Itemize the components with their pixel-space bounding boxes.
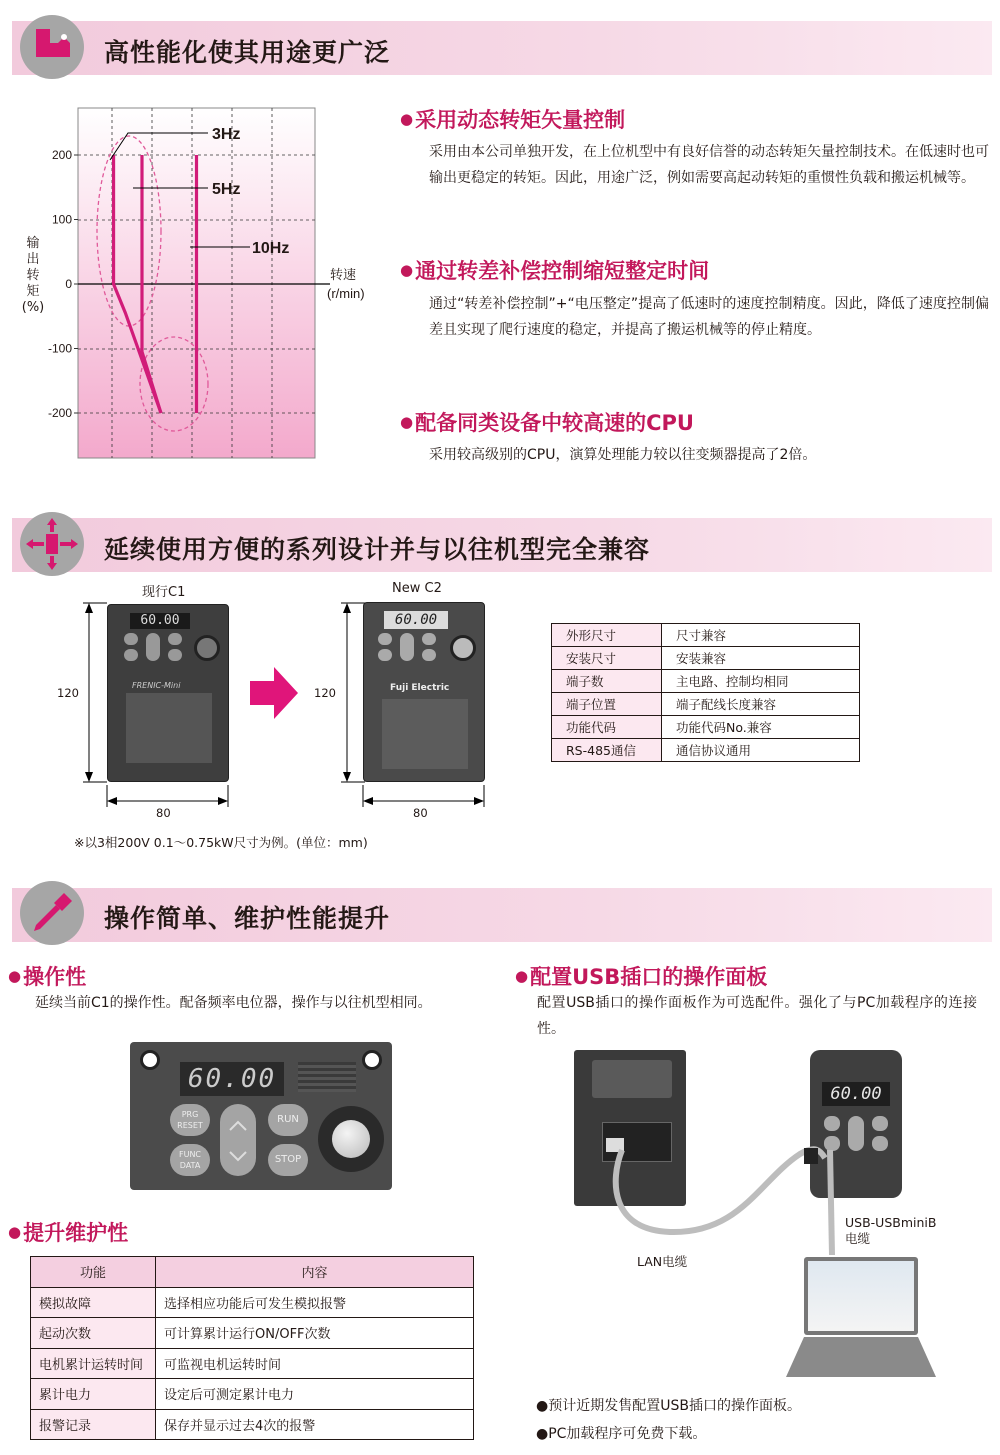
warning-label xyxy=(126,693,212,763)
table-cell-value: 通信协议通用 xyxy=(662,739,860,762)
curve-label-10hz: 10Hz xyxy=(252,240,290,257)
torque-speed-chart xyxy=(40,105,440,465)
bullet-icon: ● xyxy=(400,261,414,279)
maintenance-title: ●提升维护性 xyxy=(8,1221,129,1245)
y-tick-label: 100 xyxy=(51,212,72,227)
prg-reset-button xyxy=(170,1104,210,1136)
panel-hole-left xyxy=(140,1050,160,1070)
y-label-char: (%) xyxy=(21,300,45,315)
usb-panel-text: 配置USB插口的操作面板作为可选配件。强化了与PC加载程序的连接性。 xyxy=(537,995,977,1037)
y-tick-label: -200 xyxy=(47,406,72,420)
table-row xyxy=(552,693,860,716)
height-value-right: 120 xyxy=(314,686,336,700)
table-cell-key: 电机累计运转时间 xyxy=(31,1348,156,1379)
key-button xyxy=(168,649,182,661)
table-cell-key: 安装尺寸 xyxy=(552,647,662,670)
feature-title-slip-compensation: ●通过转差补偿控制缩短整定时间 xyxy=(400,259,710,283)
table-row xyxy=(552,624,860,647)
table-header-cell: 内容 xyxy=(156,1257,474,1288)
usb-panel-display: 60.00 xyxy=(822,1082,890,1106)
y-label-char: 输 xyxy=(26,236,40,251)
device-keypad xyxy=(124,633,190,665)
key-button xyxy=(422,649,436,661)
table-row xyxy=(552,647,860,670)
key-label: FUNC xyxy=(178,1150,202,1159)
table-row xyxy=(31,1379,474,1410)
func-data-button xyxy=(170,1144,210,1176)
table-row xyxy=(552,670,860,693)
section1-title: 高性能化使其用途更广泛 xyxy=(104,38,391,67)
potentiometer-knob xyxy=(450,635,476,661)
panel-vent xyxy=(298,1062,356,1092)
panel-display: 60.00 xyxy=(180,1062,284,1096)
usb-panel-title: ●配置USB插口的操作面板 xyxy=(515,965,768,989)
device-brand: Fuji Electric xyxy=(390,683,450,693)
table-row xyxy=(31,1348,474,1379)
key-button xyxy=(378,649,392,661)
keypad-area xyxy=(592,1060,672,1098)
stop-button: STOP xyxy=(268,1144,308,1176)
key-button xyxy=(378,633,392,645)
table-cell-value: 选择相应功能后可发生模拟报警 xyxy=(156,1287,474,1318)
table-cell-key: RS-485通信 xyxy=(552,739,662,762)
table-cell-key: 外形尺寸 xyxy=(552,624,662,647)
curve-label-5hz: 5Hz xyxy=(212,181,241,198)
table-row xyxy=(552,716,860,739)
laptop-screen xyxy=(804,1257,918,1335)
y-ticks xyxy=(48,148,78,420)
device-display: 60.00 xyxy=(130,613,190,629)
bullet-icon: ● xyxy=(515,967,529,985)
feature-text-torque-vector: 采用由本公司单独开发，在上位机型中有良好信誉的动态转矩矢量控制技术。在低速时也可输出更稳定的转矩。因此，用途广泛，例如需要高起动转矩的重惯性负载和搬运机械等。 xyxy=(429,144,989,186)
key-button xyxy=(124,649,138,661)
maintenance-table xyxy=(30,1256,474,1440)
table-cell-key: 起动次数 xyxy=(31,1318,156,1349)
usb-cable-label xyxy=(845,1215,936,1247)
key-label: PRG xyxy=(181,1110,199,1119)
knob-cap xyxy=(332,1120,370,1158)
table-row xyxy=(31,1318,474,1349)
laptop-icon xyxy=(786,1253,936,1383)
y-tick-label: 0 xyxy=(65,277,72,291)
potentiometer-knob xyxy=(194,635,220,661)
torque-icon xyxy=(20,15,84,79)
key-label: RESET xyxy=(177,1121,203,1130)
dimension-footnote: ※以3相200V 0.1～0.75kW尺寸为例。(单位：mm) xyxy=(74,835,368,850)
up-arrow-icon xyxy=(220,1104,256,1176)
curve-label-3hz: 3Hz xyxy=(212,126,241,143)
table-cell-value: 保存并显示过去4次的报警 xyxy=(156,1409,474,1440)
y-label-char: 出 xyxy=(26,252,40,267)
warning-label xyxy=(382,699,468,769)
height-value-left: 120 xyxy=(57,686,79,700)
table-row xyxy=(31,1287,474,1318)
compatibility-arrows-icon xyxy=(20,512,84,576)
lan-cable-label: LAN电缆 xyxy=(637,1254,688,1269)
device-new-c2 xyxy=(363,602,485,782)
key-button xyxy=(400,633,414,661)
caption-current-c1: 现行C1 xyxy=(142,585,186,600)
usb-note-2: ●PC加载程序可免费下载。 xyxy=(536,1426,707,1442)
table-cell-value: 可计算累计运行ON/OFF次数 xyxy=(156,1318,474,1349)
x-axis-label-line2: (r/min) xyxy=(327,286,365,301)
arrow-right-icon xyxy=(250,667,298,719)
x-axis-label-line1: 转速 xyxy=(330,268,357,283)
key-button xyxy=(422,633,436,645)
operability-title: ●操作性 xyxy=(8,965,87,989)
frequency-potentiometer xyxy=(318,1106,384,1172)
table-cell-value: 功能代码No.兼容 xyxy=(662,716,860,739)
screwdriver-icon xyxy=(20,881,84,945)
table-cell-value: 安装兼容 xyxy=(662,647,860,670)
usb-note-1: ●预计近期发售配置USB插口的操作面板。 xyxy=(536,1398,801,1414)
bullet-icon: ● xyxy=(8,1223,22,1241)
feature-title-torque-vector: ●采用动态转矩矢量控制 xyxy=(400,108,626,132)
section2-title: 延续使用方便的系列设计并与以往机型完全兼容 xyxy=(104,535,651,564)
up-down-button xyxy=(220,1104,256,1176)
feature-title-cpu: ●配备同类设备中较高速的CPU xyxy=(400,411,694,435)
y-label-char: 矩 xyxy=(26,284,40,299)
table-cell-key: 累计电力 xyxy=(31,1379,156,1410)
table-header-cell: 功能 xyxy=(31,1257,156,1288)
operability-text: 延续当前C1的操作性。配备频率电位器，操作与以往机型相同。 xyxy=(35,995,432,1011)
panel-hole-right xyxy=(362,1050,382,1070)
table-cell-value: 可监视电机运转时间 xyxy=(156,1348,474,1379)
operation-panel xyxy=(130,1042,392,1190)
usb-cable-label-line2: 电缆 xyxy=(845,1231,871,1246)
key-label: DATA xyxy=(179,1161,201,1170)
y-tick-label: -100 xyxy=(47,341,72,356)
laptop-keyboard xyxy=(786,1337,936,1377)
table-cell-key: 端子位置 xyxy=(552,693,662,716)
key-button xyxy=(168,633,182,645)
bullet-icon: ● xyxy=(400,110,414,128)
feature-text-slip-compensation: 通过“转差补偿控制”+“电压整定”提高了低速时的速度控制精度。因此，降低了速度控制偏差且实现了爬行速度的稳定，并提高了搬运机械等的停止精度。 xyxy=(429,296,989,338)
key-button xyxy=(124,633,138,645)
key-button xyxy=(146,633,160,661)
table-row xyxy=(31,1409,474,1440)
width-value-right: 80 xyxy=(413,806,428,820)
table-row xyxy=(552,739,860,762)
table-cell-key: 功能代码 xyxy=(552,716,662,739)
table-cell-key: 报警记录 xyxy=(31,1409,156,1440)
device-display: 60.00 xyxy=(384,611,448,629)
usb-cable-label-line1: USB-USBminiB xyxy=(845,1215,937,1230)
width-value-left: 80 xyxy=(156,806,171,820)
table-cell-value: 设定后可测定累计电力 xyxy=(156,1379,474,1410)
table-cell-value: 端子配线长度兼容 xyxy=(662,693,860,716)
device-current-c1 xyxy=(107,604,229,782)
bullet-icon: ● xyxy=(400,413,414,431)
caption-new-c2: New C2 xyxy=(392,581,442,596)
y-label-char: 转 xyxy=(26,268,40,283)
device-brand: FRENIC-Mini xyxy=(132,681,181,690)
key-button xyxy=(872,1136,888,1151)
table-cell-key: 端子数 xyxy=(552,670,662,693)
feature-text-cpu: 采用较高级别的CPU，演算处理能力较以往变频器提高了2倍。 xyxy=(429,447,817,463)
section3-title: 操作简单、维护性能提升 xyxy=(104,904,391,933)
table-cell-key: 模拟故障 xyxy=(31,1287,156,1318)
table-header-row xyxy=(31,1257,474,1288)
bullet-icon: ● xyxy=(8,967,22,985)
cable-drawing xyxy=(600,1120,860,1260)
key-button xyxy=(872,1116,888,1131)
device-keypad xyxy=(378,633,444,665)
table-cell-value: 主电路、控制均相同 xyxy=(662,670,860,693)
y-tick-label: 200 xyxy=(51,148,72,162)
compatibility-table xyxy=(551,623,860,762)
table-cell-value: 尺寸兼容 xyxy=(662,624,860,647)
run-button: RUN xyxy=(268,1104,308,1136)
